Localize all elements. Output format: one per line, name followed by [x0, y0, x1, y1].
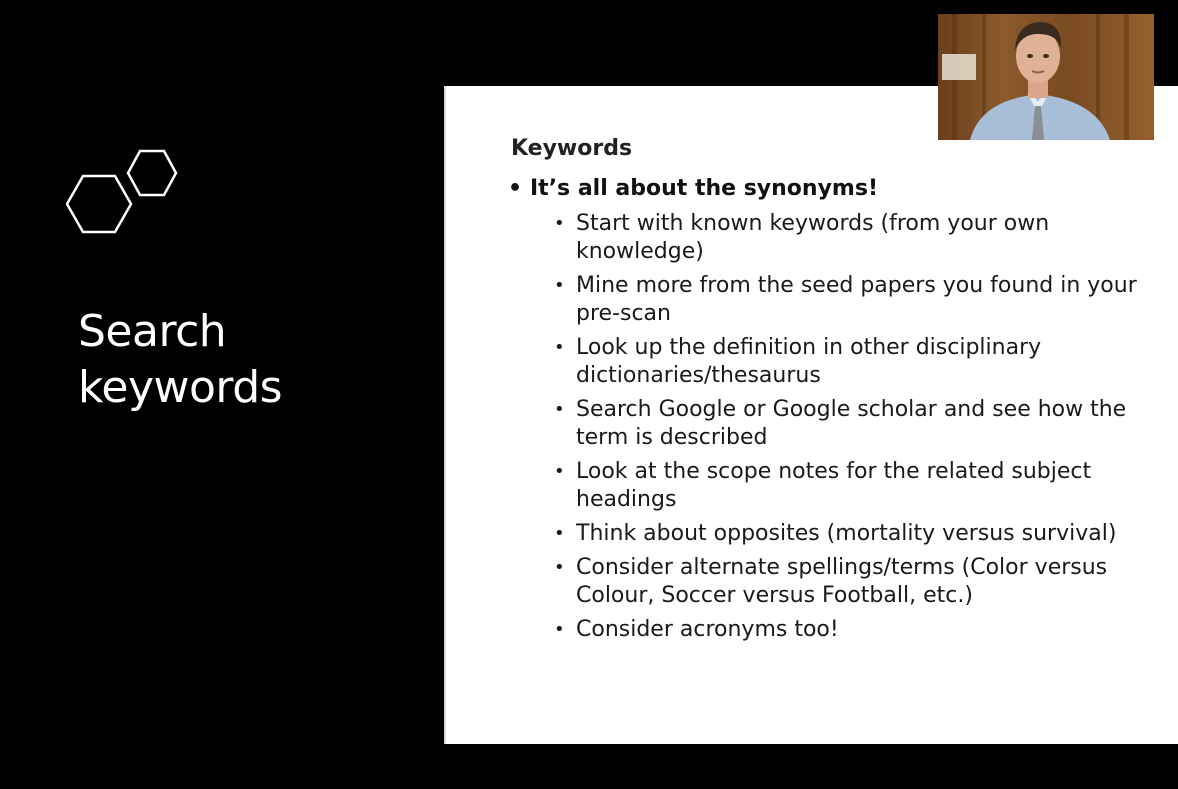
list-item-text: Consider acronyms too! — [576, 617, 839, 642]
section-title-line2: keywords — [78, 362, 283, 413]
list-item-text: Look up the definition in other disciplinary dictionaries/thesaurus — [576, 335, 1042, 388]
list-item-text: Search Google or Google scholar and see how the term is described — [576, 397, 1127, 450]
section-title-line1: Search — [78, 306, 227, 357]
bullet-dot: • — [554, 337, 565, 358]
bullet-dot: • — [554, 461, 565, 482]
list-item-text: Think about opposites (mortality versus survival) — [576, 521, 1117, 546]
list-item-text: Consider alternate spellings/terms (Color versus Colour, Soccer versus Football, etc.) — [576, 555, 1108, 608]
list-item-text: Start with known keywords (from your own knowledge) — [576, 211, 1050, 264]
list-item — [554, 396, 1154, 452]
bullet-dot: • — [508, 176, 523, 201]
list-item — [554, 520, 1154, 548]
presenter-video-icon — [938, 14, 1154, 140]
list-item — [554, 272, 1154, 328]
list-item-text: Mine more from the seed papers you found in your pre-scan — [576, 273, 1137, 326]
sub-bullet-list — [554, 210, 1154, 650]
list-item-text: Look at the scope notes for the related subject headings — [576, 459, 1092, 512]
slide-panel — [444, 86, 1178, 744]
list-item — [554, 554, 1154, 610]
bullet-dot: • — [554, 213, 565, 234]
hexagons-icon — [66, 148, 180, 236]
bullet-dot: • — [554, 399, 565, 420]
bullet-dot: • — [554, 557, 565, 578]
bullet-dot: • — [554, 523, 565, 544]
list-item — [554, 616, 1154, 644]
main-bullet-text: It’s all about the synonyms! — [530, 176, 878, 201]
bullet-dot: • — [554, 275, 565, 296]
slide-heading: Keywords — [511, 136, 633, 161]
list-item — [554, 458, 1154, 514]
section-title — [78, 304, 282, 416]
main-bullet — [508, 176, 878, 201]
bullet-dot: • — [554, 619, 565, 640]
list-item — [554, 210, 1154, 266]
list-item — [554, 334, 1154, 390]
presenter-webcam[interactable] — [938, 14, 1154, 140]
